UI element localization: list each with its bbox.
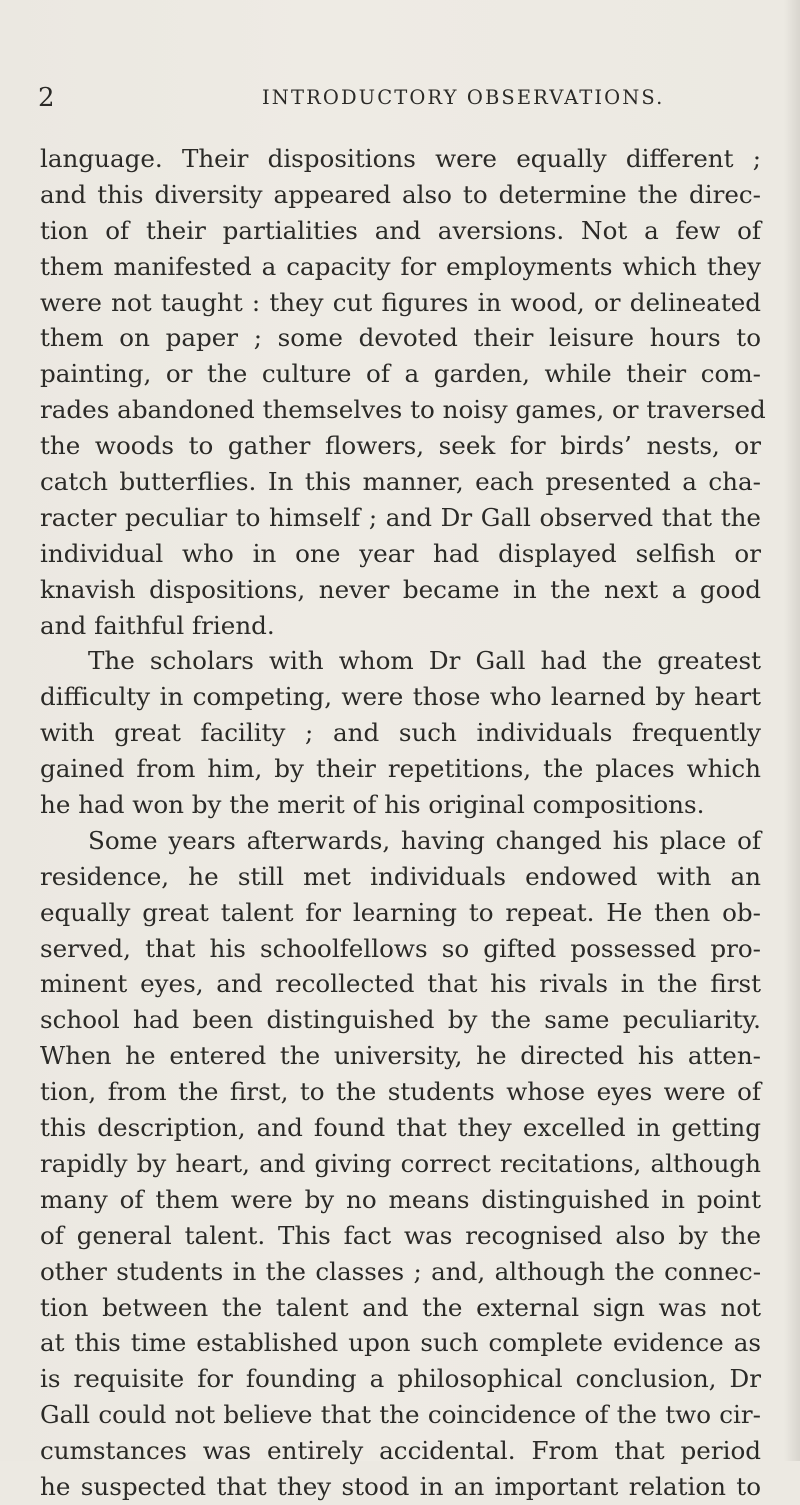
text-line: the woods to gather flowers, seek for birds’ nests, or xyxy=(40,431,761,461)
text-line: catch butterflies. In this manner, each presented a cha- xyxy=(40,467,761,497)
text-line: cumstances was entirely accidental. From that period xyxy=(40,1436,761,1466)
text-line: many of them were by no means distinguished in point xyxy=(40,1184,761,1214)
text-line: at this time established upon such complete evidence as xyxy=(40,1328,761,1358)
text-line: he suspected that they stood in an important relation to xyxy=(40,1471,761,1501)
text-line: them on paper ; some devoted their leisure hours to xyxy=(40,323,761,353)
paragraph-start-line: The scholars with whom Dr Gall had the greatest xyxy=(88,646,761,676)
text-line: tion of their partialities and aversions. Not a few of xyxy=(40,215,761,245)
text-line: knavish dispositions, never became in the next a good xyxy=(40,574,761,604)
text-line: difficulty in competing, were those who learned by heart xyxy=(40,682,761,712)
text-line: served, that his schoolfellows so gifted possessed pro- xyxy=(40,933,761,963)
text-line: rades abandoned themselves to noisy games, or traversed xyxy=(40,395,766,425)
text-line: When he entered the university, he directed his atten- xyxy=(40,1041,761,1071)
text-line: rapidly by heart, and giving correct recitations, although xyxy=(40,1148,761,1178)
paragraph-end-line: he had won by the merit of his original compositions. xyxy=(40,790,705,820)
text-line: equally great talent for learning to repeat. He then ob- xyxy=(40,897,761,927)
body-text xyxy=(40,141,766,1505)
text-line: and this diversity appeared also to determine the direc- xyxy=(40,179,761,209)
page-edge-shadow xyxy=(784,0,800,1461)
text-line: residence, he still met individuals endowed with an xyxy=(40,861,761,891)
text-line: painting, or the culture of a garden, while their com- xyxy=(40,359,761,389)
text-line: racter peculiar to himself ; and Dr Gall observed that the xyxy=(40,502,761,532)
text-line: were not taught : they cut figures in wood, or delineated xyxy=(40,287,761,317)
text-line: Gall could not believe that the coincidence of the two cir- xyxy=(40,1400,761,1430)
text-line: tion between the talent and the external sign was not xyxy=(40,1292,761,1322)
running-head: INTRODUCTORY OBSERVATIONS. xyxy=(262,86,665,109)
text-line: of general talent. This fact was recognised also by the xyxy=(40,1220,761,1250)
text-line: is requisite for founding a philosophical conclusion, Dr xyxy=(40,1364,761,1394)
page-header xyxy=(0,80,800,116)
text-line: gained from him, by their repetitions, the places which xyxy=(40,754,761,784)
paragraph-start-line: Some years afterwards, having changed his place of xyxy=(88,825,761,855)
text-line: individual who in one year had displayed selfish or xyxy=(40,538,761,568)
text-line: them manifested a capacity for employments which they xyxy=(40,251,761,281)
text-line: this description, and found that they excelled in getting xyxy=(40,1113,761,1143)
paragraph-end-line: and faithful friend. xyxy=(40,610,275,640)
text-line: minent eyes, and recollected that his rivals in the first xyxy=(40,969,761,999)
text-line: other students in the classes ; and, although the connec- xyxy=(40,1256,761,1286)
text-line: with great facility ; and such individuals frequently xyxy=(40,718,761,748)
page-number: 2 xyxy=(38,83,55,113)
text-line: tion, from the first, to the students whose eyes were of xyxy=(40,1077,761,1107)
text-line: school had been distinguished by the same peculiarity. xyxy=(40,1005,761,1035)
text-line: language. Their dispositions were equally different ; xyxy=(40,144,761,173)
